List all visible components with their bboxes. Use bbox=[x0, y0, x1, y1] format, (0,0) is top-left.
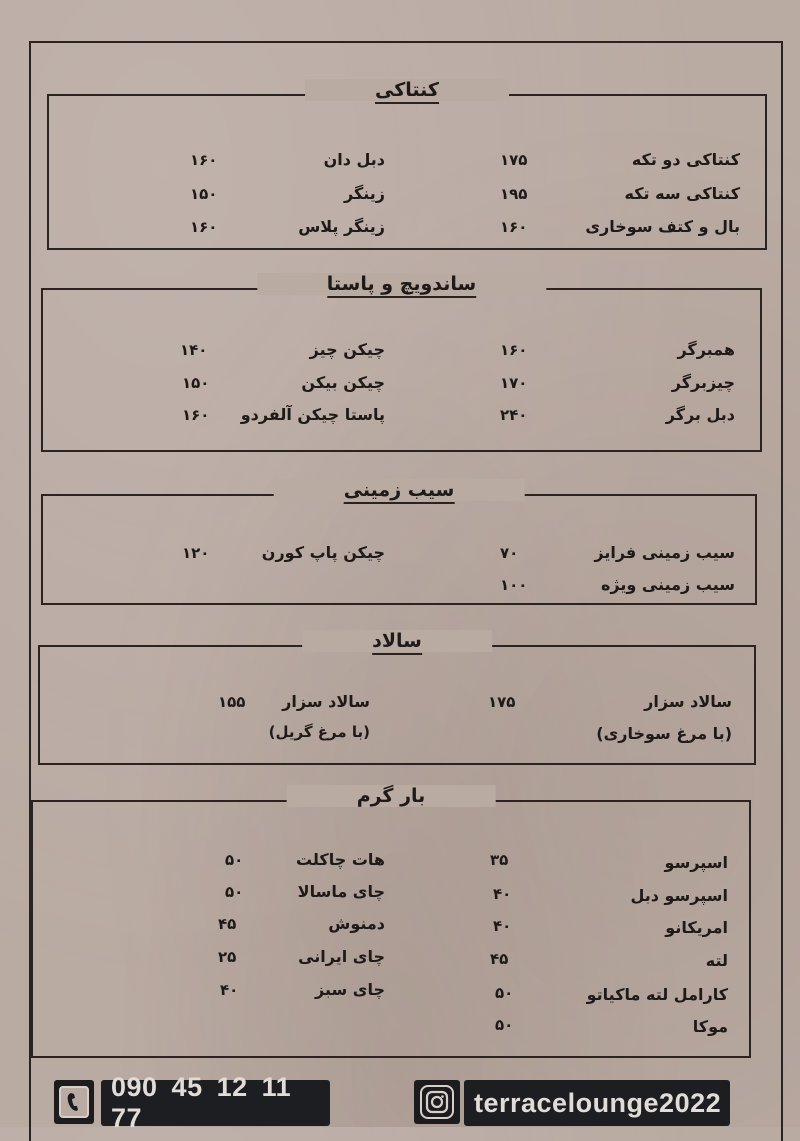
menu-item-price: ۴۰ bbox=[493, 885, 512, 903]
menu-item-price: ۱۷۵ bbox=[488, 693, 516, 711]
menu-item: چیکن بیکن bbox=[301, 373, 385, 392]
menu-item: اسپرسو bbox=[664, 853, 728, 872]
menu-item: کنتاکی سه تکه bbox=[624, 184, 740, 203]
menu-item-price: ۴۰ bbox=[220, 981, 239, 999]
phone-icon bbox=[59, 1086, 89, 1118]
menu-item-price: ۱۶۰ bbox=[190, 151, 218, 169]
menu-item: همبرگر bbox=[677, 340, 735, 359]
section-title: سالاد bbox=[302, 630, 492, 652]
menu-item-price: ۱۶۰ bbox=[182, 406, 210, 424]
menu-item-price: ۳۵ bbox=[490, 851, 509, 869]
menu-item-price: ۵۰ bbox=[225, 883, 244, 901]
menu-item-price: ۱۹۵ bbox=[500, 185, 528, 203]
section-title: ساندویچ و پاستا bbox=[257, 273, 546, 295]
menu-item-price: ۱۲۰ bbox=[182, 544, 210, 562]
instagram-icon bbox=[420, 1085, 454, 1119]
menu-item: هات چاکلت bbox=[295, 850, 385, 869]
section-hot-bar bbox=[31, 785, 751, 1058]
menu-item-price: ۱۶۰ bbox=[190, 218, 218, 236]
instagram-icon-badge bbox=[414, 1080, 460, 1124]
menu-item: چیزبرگر bbox=[671, 373, 735, 392]
menu-item-note: (با مرغ سوخاری) bbox=[596, 724, 732, 743]
menu-item-price: ۱۴۰ bbox=[180, 341, 208, 359]
menu-item: سیب زمینی فرایز bbox=[594, 543, 735, 562]
menu-item-price: ۱۶۰ bbox=[500, 218, 528, 236]
menu-item-price: ۱۷۵ bbox=[500, 151, 528, 169]
menu-item-price: ۱۰۰ bbox=[500, 576, 528, 594]
menu-item: چای ایرانی bbox=[298, 947, 385, 966]
menu-item: چیکن چیز bbox=[309, 340, 385, 359]
menu-item: موکا bbox=[692, 1017, 728, 1036]
menu-item: دبل دان bbox=[323, 150, 385, 169]
menu-item: زینگر پلاس bbox=[298, 217, 385, 236]
menu-item: کنتاکی دو تکه bbox=[631, 150, 740, 169]
menu-item: بال و کتف سوخاری bbox=[585, 217, 740, 236]
menu-item-price: ۷۰ bbox=[500, 544, 519, 562]
menu-item: پاستا چیکن آلفردو bbox=[240, 405, 385, 424]
menu-item: چیکن پاپ کورن bbox=[261, 543, 385, 562]
menu-item: دمنوش bbox=[328, 914, 385, 933]
menu-item-note: (با مرغ گریل) bbox=[268, 723, 370, 741]
section-title: بار گرم bbox=[287, 785, 496, 807]
menu-item-price: ۴۰ bbox=[493, 917, 512, 935]
section-title: کنتاکی bbox=[305, 79, 509, 101]
menu-item-price: ۴۵ bbox=[490, 950, 509, 968]
menu-item: سالاد سزار bbox=[644, 692, 732, 711]
menu-item: چای ماسالا bbox=[297, 882, 385, 901]
menu-item-price: ۲۵ bbox=[218, 948, 237, 966]
menu-item-price: ۴۵ bbox=[218, 915, 237, 933]
menu-item-price: ۵۰ bbox=[225, 851, 244, 869]
menu-item: سالاد سزار bbox=[282, 692, 370, 711]
phone-number[interactable]: 090 45 12 11 77 bbox=[101, 1080, 330, 1126]
menu-item: امریکانو bbox=[665, 918, 728, 937]
instagram-handle[interactable]: terracelounge2022 bbox=[464, 1080, 730, 1126]
section-sandwich-pasta bbox=[41, 273, 762, 452]
phone-icon-badge bbox=[54, 1080, 94, 1124]
menu-item-price: ۵۰ bbox=[495, 1016, 514, 1034]
menu-item-price: ۲۴۰ bbox=[500, 406, 528, 424]
section-title: سیب زمینی bbox=[274, 479, 525, 501]
menu-item-price: ۵۰ bbox=[495, 984, 514, 1002]
menu-item-price: ۱۵۰ bbox=[190, 185, 218, 203]
menu-item-price: ۱۷۰ bbox=[500, 374, 528, 392]
menu-item: زینگر bbox=[343, 184, 385, 203]
menu-item: کارامل لته ماکیاتو bbox=[586, 985, 728, 1004]
menu-item: اسپرسو دبل bbox=[630, 886, 728, 905]
menu-item-price: ۱۵۰ bbox=[182, 374, 210, 392]
menu-item-price: ۱۶۰ bbox=[500, 341, 528, 359]
menu-item: سیب زمینی ویژه bbox=[600, 575, 735, 594]
menu-item: چای سبز bbox=[315, 980, 385, 999]
menu-item-price: ۱۵۵ bbox=[218, 693, 246, 711]
menu-item: لته bbox=[705, 951, 728, 970]
menu-item: دبل برگر bbox=[665, 405, 735, 424]
